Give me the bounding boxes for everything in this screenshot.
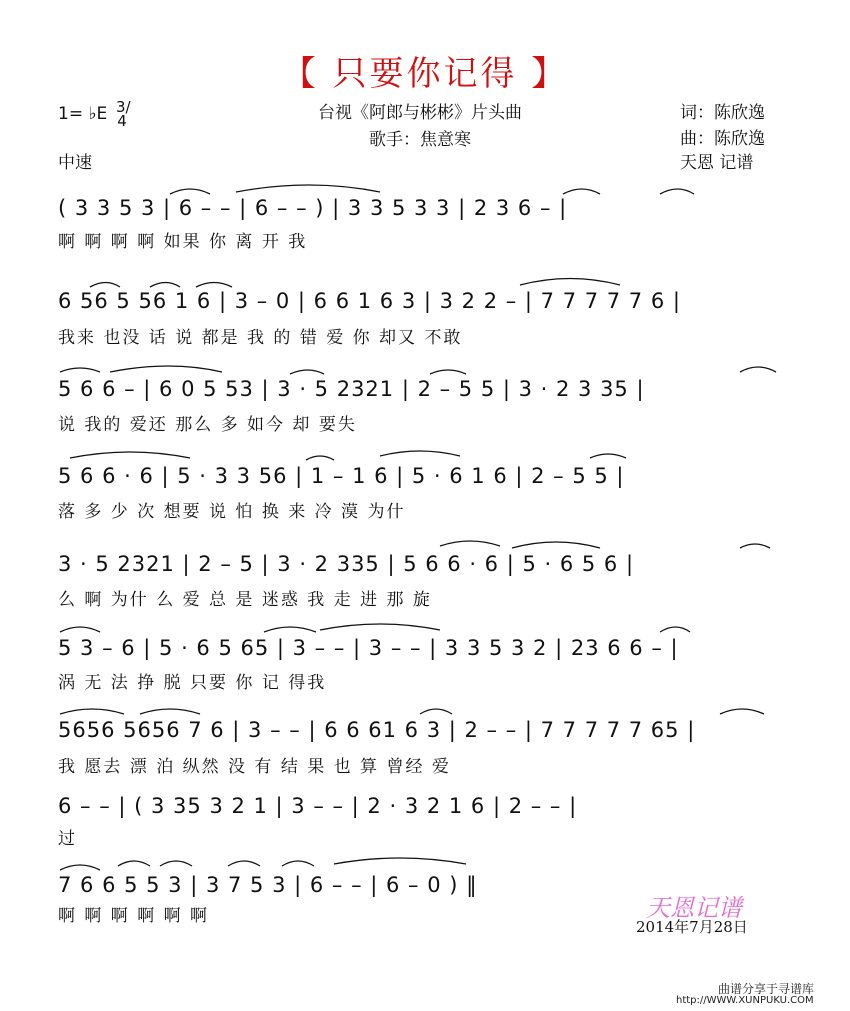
score-system-1-lyrics: 啊 啊 啊 啊 如果 你 离 开 我 xyxy=(58,232,308,252)
slur-arc xyxy=(590,454,626,458)
slur-arc xyxy=(228,861,260,866)
song-subtitle: 台视《阿郎与彬彬》片头曲 xyxy=(318,103,522,123)
slur-arc xyxy=(140,709,200,714)
slur-arc xyxy=(563,189,600,194)
slur-arc xyxy=(320,624,440,630)
slur-arc xyxy=(150,283,180,288)
score-system-8-notes: 6 – – | ( 3 35 3 2 1 | 3 – – | 2 · 3 2 1 6 | 2 – – | xyxy=(58,794,578,818)
footer-source: 曲谱分享于寻谱库 xyxy=(718,982,815,996)
slur-arc xyxy=(110,366,222,372)
stamp-date: 2014年7月28日 xyxy=(636,918,748,936)
score-system-2-notes: 6 56 5 56 1 6 | 3 – 0 | 6 6 1 6 3 | 3 2 2 – | 7 7 7 7 7 6 | xyxy=(58,289,681,313)
slur-arc xyxy=(170,189,210,194)
score-system-6-notes: 5 3 – 6 | 5 · 6 5 65 | 3 – – | 3 – – | 3 3 5 3 2 | 23 6 6 – | xyxy=(58,636,679,660)
score-system-5-notes: 3 · 5 2321 | 2 – 5 | 3 · 2 335 | 5 6 6 · 6 | 5 · 6 5 6 | xyxy=(58,552,635,576)
slur-arc xyxy=(70,452,190,458)
slur-arc xyxy=(660,627,690,632)
slur-arc xyxy=(740,367,776,372)
slur-arc xyxy=(60,627,100,632)
score-system-8-lyrics: 过 xyxy=(58,829,77,849)
score-system-2-lyrics: 我来 也没 话 说 都是 我 的 错 爱 你 却又 不敢 xyxy=(58,328,463,348)
score-system-4-notes: 5 6 6 · 6 | 5 · 3 3 56 | 1 – 1 6 | 5 · 6 1 6 | 2 – 5 5 | xyxy=(58,464,625,488)
slur-arc xyxy=(118,861,150,866)
score-system-7-notes: 5656 5656 7 6 | 3 – – | 6 6 61 6 3 | 2 – – | 7 7 7 7 7 65 | xyxy=(58,718,696,742)
slur-arc xyxy=(60,709,124,714)
key-signature: 1= ♭E xyxy=(58,104,108,124)
tempo-marking: 中速 xyxy=(58,153,92,173)
score-system-6-lyrics: 涡 无 法 挣 脱 只要 你 记 得我 xyxy=(58,673,327,693)
score-system-1-notes: ( 3 3 5 3 | 6 – – | 6 – – ) | 3 3 5 3 3 | 2 3 6 – | xyxy=(58,196,568,220)
slur-arc xyxy=(440,541,500,546)
score-system-4-lyrics: 落 多 少 次 想要 说 怕 换 来 冷 漠 为什 xyxy=(58,502,406,522)
footer-url[interactable]: http://WWW.XUNPUKU.COM xyxy=(676,995,814,1006)
slur-arc xyxy=(380,451,460,456)
slur-arc xyxy=(236,185,380,192)
singer-credit: 歌手：焦意寒 xyxy=(369,130,471,150)
page-title: 【 只要你记得 】 xyxy=(281,54,569,94)
composer-credit: 曲：陈欣逸 xyxy=(680,129,765,149)
slur-arc xyxy=(90,283,120,288)
score-system-5-lyrics: 么 啊 为什 么 爱 总 是 迷惑 我 走 进 那 旋 xyxy=(58,590,432,610)
transcriber-stamp: 天恩记谱 xyxy=(646,894,742,922)
slur-arc xyxy=(720,709,764,714)
slur-arc xyxy=(160,861,192,866)
slur-arc xyxy=(306,456,334,460)
slur-arc xyxy=(430,370,466,374)
time-signature: 3/4 xyxy=(116,98,131,130)
score-system-9-notes: 7 6 6 5 5 3 | 3 7 5 3 | 6 – – | 6 – 0 ) ‖ xyxy=(58,873,478,897)
transcriber-credit: 天恩 记谱 xyxy=(680,153,754,173)
score-system-3-notes: 5 6 6 – | 6 0 5 53 | 3 · 5 2321 | 2 – 5 5 | 3 · 2 3 35 | xyxy=(58,377,645,401)
score-system-9-lyrics: 啊 啊 啊 啊 啊 啊 xyxy=(58,906,210,926)
slur-arc xyxy=(740,544,770,548)
slur-arc xyxy=(420,709,452,714)
slur-arc xyxy=(290,370,324,374)
lyricist-credit: 词：陈欣逸 xyxy=(680,103,765,123)
slur-arc xyxy=(196,283,232,288)
slur-arc xyxy=(264,627,316,632)
slur-arc xyxy=(60,865,100,870)
slur-arc xyxy=(660,189,694,194)
slur-arc xyxy=(334,858,466,864)
slur-arc xyxy=(520,279,620,286)
score-system-7-lyrics: 我 愿去 漂 泊 纵然 没 有 结 果 也 算 曾经 爱 xyxy=(58,757,451,777)
slur-arc xyxy=(282,861,314,866)
slur-arc xyxy=(60,368,100,372)
score-system-3-lyrics: 说 我的 爱还 那么 多 如今 却 要失 xyxy=(58,415,357,435)
slur-arc xyxy=(512,542,600,548)
